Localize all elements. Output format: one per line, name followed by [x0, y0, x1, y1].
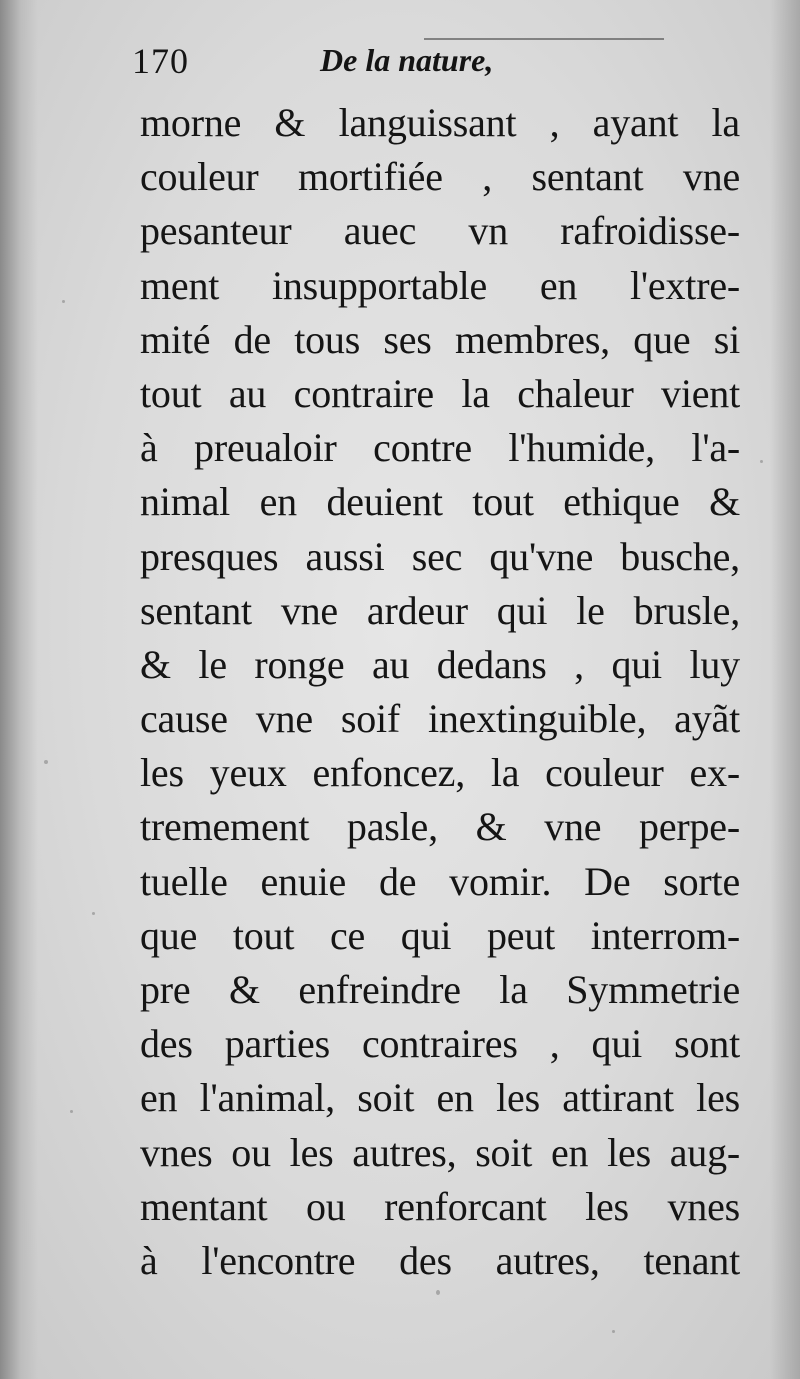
text-line: mentant ou renforcant les vnes	[140, 1183, 740, 1229]
paper-speck	[92, 912, 95, 915]
text-line: mité de tous ses membres, que si	[140, 316, 740, 362]
page-number: 170	[132, 41, 189, 81]
text-line: nimal en deuient tout ethique &	[140, 479, 740, 525]
paper-speck	[70, 1110, 73, 1113]
paper-speck	[760, 460, 763, 463]
paper-speck	[44, 760, 48, 764]
body-text	[140, 96, 740, 1288]
paper-speck	[436, 1290, 440, 1295]
running-title: De la nature,	[320, 42, 494, 78]
text-line: à preualoir contre l'humide, l'a-	[140, 425, 740, 471]
text-line: ment insupportable en l'extre-	[140, 262, 740, 308]
text-line: presques aussi sec qu'vne busche,	[140, 533, 740, 579]
text-line: les yeux enfoncez, la couleur ex-	[140, 750, 740, 796]
text-line: des parties contraires , qui sont	[140, 1021, 740, 1067]
paper-speck	[612, 1330, 615, 1333]
text-line: tremement pasle, & vne perpe-	[140, 804, 740, 850]
page-header	[132, 40, 552, 92]
text-line: tout au contraire la chaleur vient	[140, 370, 740, 416]
text-line: pesanteur auec vn rafroidisse-	[140, 208, 740, 254]
text-line: à l'encontre des autres, tenant	[140, 1237, 740, 1283]
text-line: morne & languissant , ayant la	[140, 100, 740, 145]
text-line: & le ronge au dedans , qui luy	[140, 641, 740, 687]
text-line: cause vne soif inextinguible, ayãt	[140, 696, 740, 742]
text-line: que tout ce qui peut interrom-	[140, 912, 740, 958]
header-rule	[424, 38, 664, 40]
text-line: vnes ou les autres, soit en les aug-	[140, 1129, 740, 1175]
gutter-shadow	[0, 0, 38, 1379]
text-line: pre & enfreindre la Symmetrie	[140, 967, 740, 1012]
text-line: couleur mortifiée , sentant vne	[140, 154, 740, 200]
text-line: tuelle enuie de vomir. De sorte	[140, 858, 740, 904]
text-line: en l'animal, soit en les attirant les	[140, 1075, 740, 1121]
text-line: sentant vne ardeur qui le brusle,	[140, 587, 740, 633]
page-edge-shadow	[770, 0, 800, 1379]
paper-speck	[62, 300, 65, 303]
